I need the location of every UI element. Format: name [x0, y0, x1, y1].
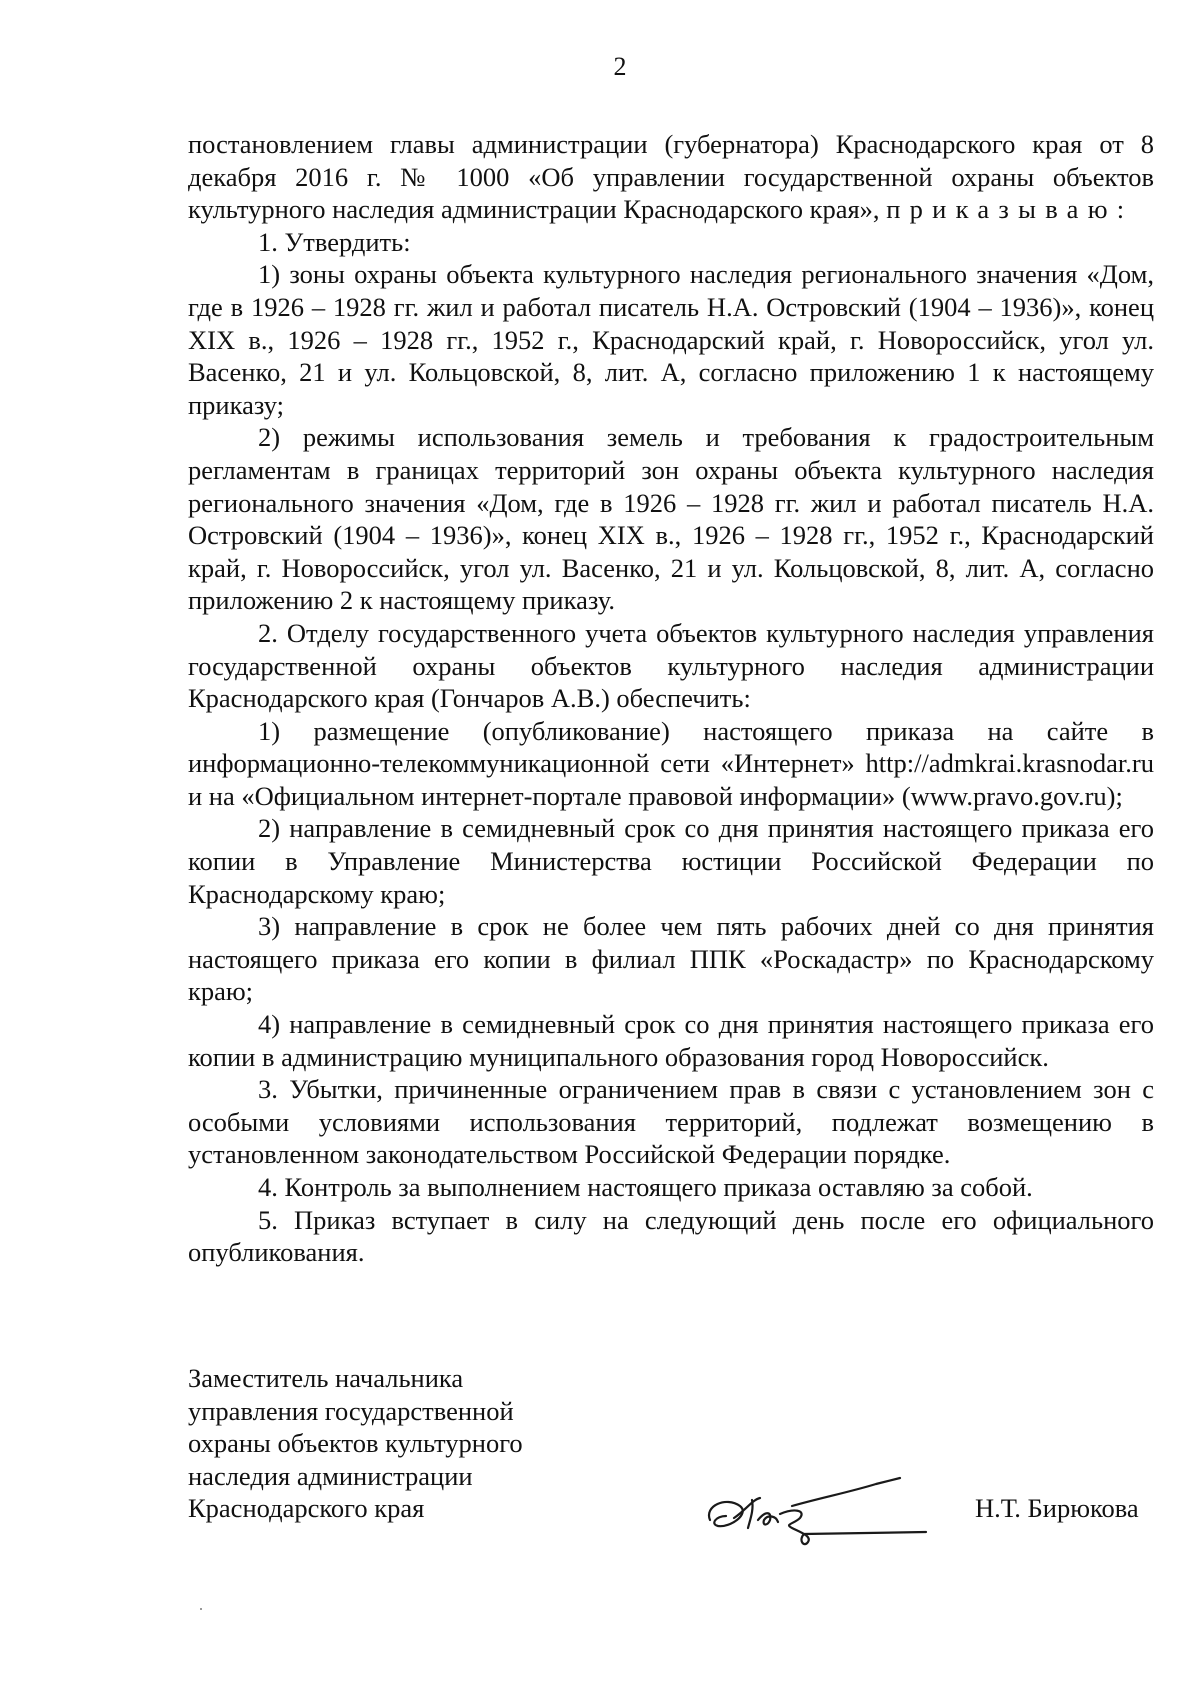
signatory-title: [188, 1362, 648, 1525]
paragraph-item-1-2: 2) режимы использования земель и требования к градостроительным регламентам в границах территорий зон охраны объекта культурного наследия регионального значения «Дом, где в 1926 – 1928 гг. жил и работал писатель Н.А. Островский (1904 – 1936)», конец XIX в., 1926 – 1928 гг., 1952 г., Краснодарский край, г. Новороссийск, угол ул. Васенко, 21 и ул. Кольцовской, 8, лит. А, согласно приложению 2 к настоящему приказу.: [188, 422, 1154, 616]
signatory-title-line: Краснодарского края: [188, 1493, 425, 1524]
paragraph-item-2-4: 4) направление в семидневный срок со дня принятия настоящего приказа его копии в администрацию муниципального образования город Новороссийск.: [188, 1009, 1154, 1072]
signatory-title-line: наследия администрации: [188, 1460, 473, 1491]
signatory-title-line: охраны объектов культурного: [188, 1428, 523, 1459]
paragraph-item-2-2: 2) направление в семидневный срок со дня принятия настоящего приказа его копии в Управление Министерства юстиции Российской Федерации по Краснодарскому краю;: [188, 813, 1154, 909]
signatory-title-line: управления государственной: [188, 1395, 514, 1426]
paragraph-preamble: [188, 128, 1154, 226]
signatory-title-line: Заместитель начальника: [188, 1363, 464, 1393]
paragraph-item-1: 1. Утвердить:: [258, 226, 411, 257]
handwritten-signature: [700, 1470, 930, 1550]
paragraph-item-5: 5. Приказ вступает в силу на следующий день после его официального опубликования.: [188, 1204, 1154, 1268]
paragraph-item-2-3: 3) направление в срок не более чем пять рабочих дней со дня принятия настоящего приказа его копии в филиал ППК «Роскадастр» по Краснодарскому краю;: [188, 911, 1154, 1007]
page-number: 2: [613, 52, 627, 81]
signer-name: Н.Т. Бирюкова: [975, 1493, 1139, 1523]
order-word: приказываю:: [886, 194, 1134, 225]
paragraph-item-1-1: 1) зоны охраны объекта культурного наследия регионального значения «Дом, где в 1926 – 1928 гг. жил и работал писатель Н.А. Островский (1904 – 1936)», конец XIX в., 1926 – 1928 гг., 1952 г., Краснодарский край, г. Новороссийск, угол ул. Васенко, 21 и ул. Кольцовской, 8, лит. А, согласно приложению 1 к настоящему приказу;: [188, 259, 1154, 420]
paragraph-item-4: 4. Контроль за выполнением настоящего приказа оставляю за собой.: [258, 1172, 1033, 1202]
paragraph-item-3: 3. Убытки, причиненные ограничением прав в связи с установлением зон с особыми условиями использования территорий, подлежат возмещению в установленном законодательством Российской Федерации порядке.: [188, 1074, 1154, 1170]
preamble-text: постановлением главы администрации (губернатора) Краснодарского края от 8 декабря 2016 г. № 1000 «Об управлении государственной охраны объектов культурного наследия администрации Краснодарского края»,: [188, 129, 1154, 225]
paragraph-item-2-1: 1) размещение (опубликование) настоящего приказа на сайте в информационно-телекоммуникационной сети «Интернет» http://admkrai.krasnodar.ru и на «Официальном интернет-портале правовой информации» (www.pravo.gov.ru);: [188, 715, 1154, 811]
order-body: [188, 128, 1154, 1269]
scan-speck: [200, 1608, 202, 1610]
paragraph-item-2: 2. Отделу государственного учета объектов культурного наследия управления государственной охраны объектов культурного наследия администрации Краснодарского края (Гончаров А.В.) обеспечить:: [188, 617, 1154, 714]
